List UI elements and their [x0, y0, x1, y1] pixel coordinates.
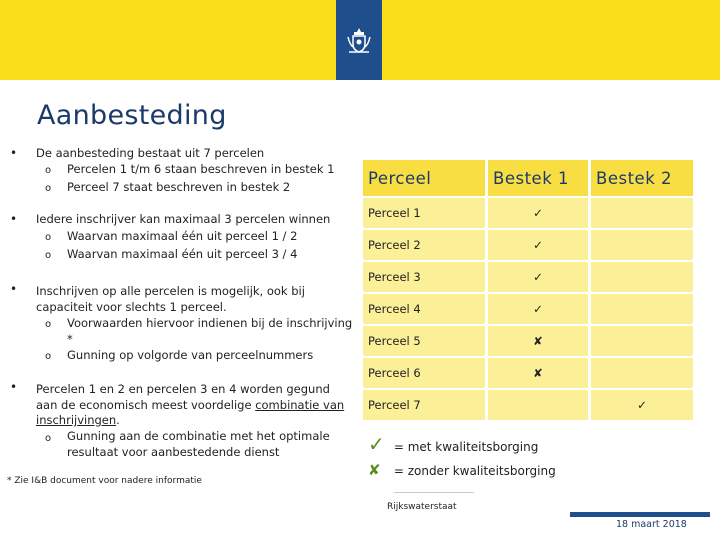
sub-bullet-text: Gunning op volgorde van perceelnummers	[67, 348, 314, 362]
check-icon: ✓	[368, 432, 385, 456]
bullet-text-underlined: combinatie van inschrijvingen	[36, 397, 345, 427]
bullet-text: De aanbesteding bestaat uit 7 percelen	[36, 146, 265, 160]
legend-item	[368, 432, 538, 456]
footnote: * Zie I&B document voor nadere informatie	[7, 476, 202, 486]
sub-bullet-text: Waarvan maximaal één uit perceel 1 / 2	[67, 229, 298, 243]
cross-icon: ✘	[487, 325, 590, 357]
check-icon: ✓	[487, 293, 590, 325]
perceel-label: Perceel 2	[363, 229, 487, 261]
table-row	[363, 325, 695, 357]
bullet-text-pre: Percelen 1 en 2 en percelen 3 en 4 worden gegund aan de economisch meest voordelige	[36, 382, 330, 412]
check-icon: ✓	[487, 261, 590, 293]
table-row	[363, 389, 695, 420]
sub-bullet-text: Perceel 7 staat beschreven in bestek 2	[67, 180, 291, 194]
legend-text: = zonder kwaliteitsborging	[393, 464, 556, 478]
table-header: Bestek 2	[590, 160, 695, 197]
sub-bullet-text: Percelen 1 t/m 6 staan beschreven in bestek 1	[67, 162, 335, 176]
sub-bullet-text: Voorwaarden hiervoor indienen bij de inschrijving *	[67, 316, 353, 346]
page-title: Aanbesteding	[37, 100, 227, 131]
legend-item	[368, 461, 556, 479]
bullet-marker: •	[10, 146, 18, 160]
table-row	[363, 261, 695, 293]
table-row	[363, 197, 695, 229]
empty-cell	[590, 197, 695, 229]
bullet-marker: •	[10, 380, 18, 394]
cross-icon: ✘	[368, 461, 381, 479]
perceel-label: Perceel 4	[363, 293, 487, 325]
sub-bullet-marker: o	[45, 250, 52, 261]
crest-logo	[336, 0, 382, 80]
perceel-label: Perceel 1	[363, 197, 487, 229]
perceel-label: Perceel 5	[363, 325, 487, 357]
bullet-text-post: .	[116, 413, 120, 427]
table-row	[363, 293, 695, 325]
table-row	[363, 229, 695, 261]
empty-cell	[590, 229, 695, 261]
sub-bullet-marker: o	[45, 183, 52, 194]
empty-cell	[590, 325, 695, 357]
bullet-marker: •	[10, 212, 18, 226]
slide-date: 18 maart 2018	[616, 519, 687, 530]
divider	[394, 492, 474, 493]
perceel-table	[363, 160, 696, 420]
empty-cell	[590, 357, 695, 389]
check-icon: ✓	[487, 229, 590, 261]
cross-icon: ✘	[487, 357, 590, 389]
sub-bullet-marker: o	[45, 232, 52, 243]
bullet-marker: •	[10, 282, 18, 296]
empty-cell	[590, 261, 695, 293]
organisation-name: Rijkswaterstaat	[387, 502, 457, 512]
perceel-label: Perceel 6	[363, 357, 487, 389]
table-row	[363, 357, 695, 389]
bullet-text: Iedere inschrijver kan maximaal 3 percelen winnen	[36, 212, 331, 226]
empty-cell	[590, 293, 695, 325]
bullet-text	[36, 382, 354, 429]
table-header: Bestek 1	[487, 160, 590, 197]
check-icon: ✓	[487, 197, 590, 229]
sub-bullet-text: Waarvan maximaal één uit perceel 3 / 4	[67, 247, 298, 261]
sub-bullet-marker: o	[45, 165, 52, 176]
bullet-text: Inschrijven op alle percelen is mogelijk, ook bij capaciteit voor slechts 1 perceel.	[36, 284, 305, 314]
legend-text: = met kwaliteitsborging	[393, 440, 539, 454]
sub-bullet-marker: o	[45, 433, 52, 444]
check-icon: ✓	[590, 389, 695, 420]
empty-cell	[487, 389, 590, 420]
footer-bar	[570, 512, 710, 517]
perceel-label: Perceel 7	[363, 389, 487, 420]
crest-icon	[345, 25, 373, 55]
table-header: Perceel	[363, 160, 487, 197]
sub-bullet-text: Gunning aan de combinatie met het optimale resultaat voor aanbestedende dienst	[67, 429, 330, 459]
sub-bullet-marker: o	[45, 319, 52, 330]
perceel-label: Perceel 3	[363, 261, 487, 293]
sub-bullet-marker: o	[45, 351, 52, 362]
